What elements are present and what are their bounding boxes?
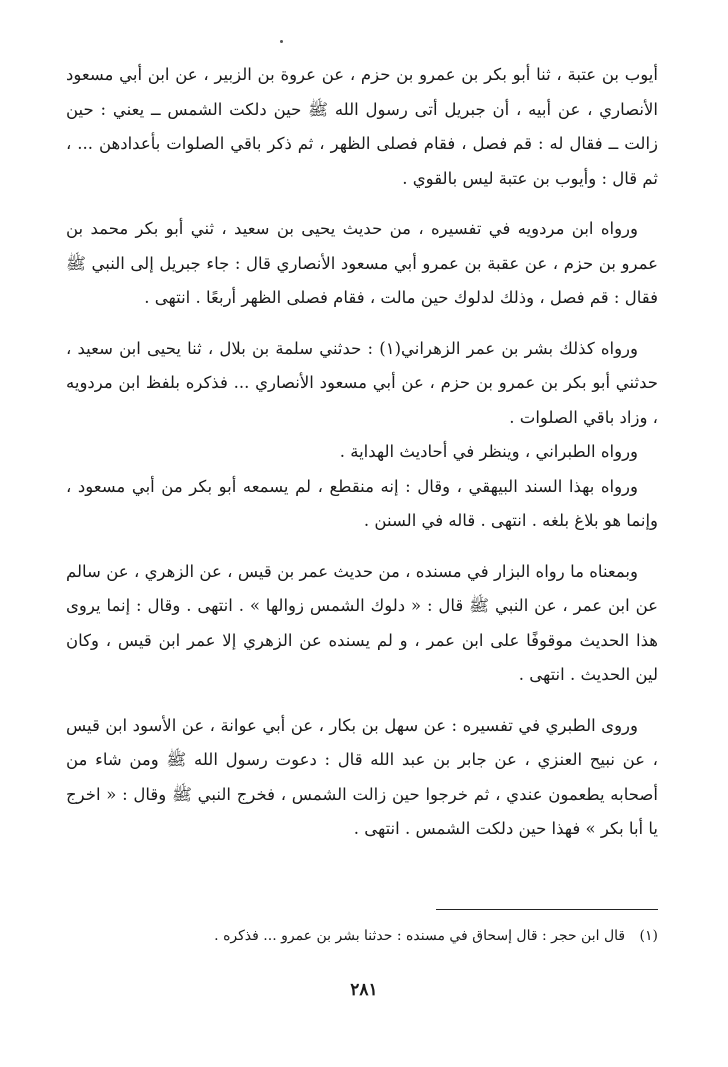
footnote-text: قال ابن حجر : قال إسحاق في مسنده : حدثنا بشر بن عمرو ... فذكره . [214, 928, 626, 944]
paragraph: ورواه الطبراني ، وينظر في أحاديث الهداية . [339, 442, 638, 461]
paragraph: ورواه بهذا السند البيهقي ، وقال : إنه منقطع ، لم يسمعه أبو بكر من أبي مسعود ، وإنما هو بلاغ بلغه . انتهى . قاله في السنن . [66, 476, 658, 530]
main-text [66, 58, 658, 847]
paragraph: وروى الطبري في تفسيره : عن سهل بن بكار ، عن أبي عوانة ، عن الأسود ابن قيس ، عن نبيح العنزي ، عن جابر بن عبد الله قال : دعوت رسول الله ﷺ ومن شاء من أصحابه يطعمون عندي ، ثم خرجوا حين زالت الشمس ، فخرج النبي ﷺ وقال : « اخرج يا أبا بكر » فهذا حين دلكت الشمس . انتهى . [66, 715, 658, 838]
page-number: ٢٨١ [350, 980, 378, 1000]
paragraph: وبمعناه ما رواه البزار في مسنده ، من حديث عمر بن قيس ، عن الزهري ، عن سالم عن ابن عمر ، عن النبي ﷺ قال : « دلوك الشمس زوالها » . انتهى . وقال : إنما يروى هذا الحديث موقوفًا على ابن عمر ، و لم يسنده عن الزهري إلا عمر ابن قيس ، وكان لين الحديث . انتهى . [66, 561, 658, 684]
paragraph: ورواه كذلك بشر بن عمر الزهراني(١) : حدثني سلمة بن بلال ، ثنا يحيى ابن سعيد ، حدثني أبو بكر بن عمرو بن حزم ، عن أبي مسعود الأنصاري ... فذكره بلفظ ابن مردويه ، وزاد باقي الصلوات . [66, 338, 658, 427]
paragraph: أيوب بن عتبة ، ثنا أبو بكر بن عمرو بن حزم ، عن عروة بن الزبير ، عن ابن أبي مسعود الأنصاري ، عن أبيه ، أن جبريل أتى رسول الله ﷺ حين دلكت الشمس ــ يعني : حين زالت ــ فقال له : قم فصل ، فقام فصلى الظهر ، ثم ذكر باقي الصلوات بأعدادهن ... ، ثم قال : وأيوب بن عتبة ليس بالقوي . [66, 65, 658, 188]
footnote-divider [436, 909, 658, 910]
footnote-number: (١) [639, 928, 658, 944]
page-mark [280, 40, 283, 43]
paragraph: ورواه ابن مردويه في تفسيره ، من حديث يحيى بن سعيد ، ثني أبو بكر محمد بن عمرو بن حزم ، عن عقبة بن عمرو أبي مسعود الأنصاري قال : جاء جبريل إلى النبي ﷺ فقال : قم فصل ، وذلك لدلوك حين مالت ، فقام فصلى الظهر أربعًا . انتهى . [66, 219, 658, 307]
footnote [66, 922, 658, 950]
